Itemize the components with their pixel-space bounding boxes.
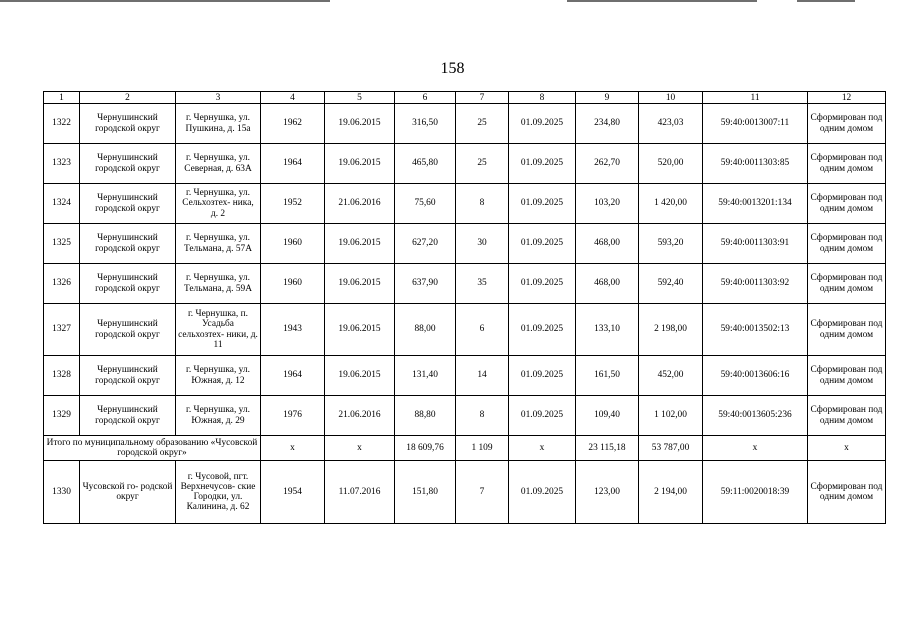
municipality-cell: Чернушинский городской округ bbox=[80, 184, 176, 224]
total-label: Итого по муниципальному образованию «Чусовской городской округ» bbox=[44, 436, 261, 461]
recognition-date-cell: 19.06.2015 bbox=[325, 304, 395, 356]
year-built-cell: 1943 bbox=[261, 304, 325, 356]
housing-registry-table bbox=[43, 91, 886, 524]
land-status-cell: Сформирован под одним домом bbox=[808, 144, 886, 184]
row-number: 1328 bbox=[44, 356, 80, 396]
column-9-cell: 133,10 bbox=[576, 304, 639, 356]
column-9-cell: 468,00 bbox=[576, 264, 639, 304]
recognition-date-cell: 19.06.2015 bbox=[325, 104, 395, 144]
column-number: 4 bbox=[261, 92, 325, 104]
total-column-10-cell: 53 787,00 bbox=[639, 436, 703, 461]
cadastral-number-cell: 59:40:0013007:11 bbox=[703, 104, 808, 144]
land-status-cell: Сформирован под одним домом bbox=[808, 184, 886, 224]
total-residents-cell: 1 109 bbox=[456, 436, 509, 461]
land-status-cell: Сформирован под одним домом bbox=[808, 304, 886, 356]
resettlement-date-cell: 01.09.2025 bbox=[509, 396, 576, 436]
land-status-cell: Сформирован под одним домом bbox=[808, 104, 886, 144]
address-cell: г. Чернушка, ул. Тельмана, д. 59А bbox=[176, 264, 261, 304]
municipality-cell: Чернушинский городской округ bbox=[80, 304, 176, 356]
land-status-cell: Сформирован под одним домом bbox=[808, 396, 886, 436]
column-10-cell: 593,20 bbox=[639, 224, 703, 264]
scan-edge-line-right bbox=[797, 0, 855, 2]
municipality-cell: Чернушинский городской округ bbox=[80, 104, 176, 144]
cadastral-number-cell: 59:40:0013201:134 bbox=[703, 184, 808, 224]
municipality-cell: Чернушинский городской округ bbox=[80, 264, 176, 304]
column-10-cell: 2 194,00 bbox=[639, 461, 703, 524]
row-number: 1327 bbox=[44, 304, 80, 356]
resettlement-date-cell: 01.09.2025 bbox=[509, 144, 576, 184]
residents-cell: 8 bbox=[456, 184, 509, 224]
address-cell: г. Чернушка, ул. Тельмана, д. 57А bbox=[176, 224, 261, 264]
total-cell: x bbox=[261, 436, 325, 461]
recognition-date-cell: 21.06.2016 bbox=[325, 184, 395, 224]
cadastral-number-cell: 59:40:0011303:92 bbox=[703, 264, 808, 304]
cadastral-number-cell: 59:40:0011303:85 bbox=[703, 144, 808, 184]
area-cell: 131,40 bbox=[395, 356, 456, 396]
recognition-date-cell: 19.06.2015 bbox=[325, 356, 395, 396]
residents-cell: 25 bbox=[456, 104, 509, 144]
total-area-cell: 18 609,76 bbox=[395, 436, 456, 461]
column-number: 9 bbox=[576, 92, 639, 104]
column-9-cell: 234,80 bbox=[576, 104, 639, 144]
total-cell: x bbox=[509, 436, 576, 461]
column-number: 5 bbox=[325, 92, 395, 104]
residents-cell: 30 bbox=[456, 224, 509, 264]
address-cell: г. Чернушка, ул. Пушкина, д. 15а bbox=[176, 104, 261, 144]
column-9-cell: 468,00 bbox=[576, 224, 639, 264]
column-10-cell: 2 198,00 bbox=[639, 304, 703, 356]
address-cell: г. Чернушка, ул. Южная, д. 29 bbox=[176, 396, 261, 436]
column-number: 10 bbox=[639, 92, 703, 104]
column-10-cell: 423,03 bbox=[639, 104, 703, 144]
scan-edge-line-left bbox=[0, 0, 330, 2]
row-number: 1329 bbox=[44, 396, 80, 436]
table-row bbox=[44, 104, 886, 144]
table-row bbox=[44, 461, 886, 524]
column-9-cell: 109,40 bbox=[576, 396, 639, 436]
municipality-cell: Чернушинский городской округ bbox=[80, 224, 176, 264]
column-9-cell: 123,00 bbox=[576, 461, 639, 524]
page-number: 158 bbox=[440, 60, 465, 77]
land-status-cell: Сформирован под одним домом bbox=[808, 224, 886, 264]
municipality-cell: Чусовской го- родской округ bbox=[80, 461, 176, 524]
row-number: 1322 bbox=[44, 104, 80, 144]
column-number-row bbox=[44, 92, 886, 104]
column-number: 7 bbox=[456, 92, 509, 104]
column-10-cell: 592,40 bbox=[639, 264, 703, 304]
row-number: 1325 bbox=[44, 224, 80, 264]
column-10-cell: 1 102,00 bbox=[639, 396, 703, 436]
year-built-cell: 1962 bbox=[261, 104, 325, 144]
area-cell: 151,80 bbox=[395, 461, 456, 524]
table-row bbox=[44, 264, 886, 304]
resettlement-date-cell: 01.09.2025 bbox=[509, 224, 576, 264]
address-cell: г. Чернушка, ул. Сельхозтех- ника, д. 2 bbox=[176, 184, 261, 224]
land-status-cell: Сформирован под одним домом bbox=[808, 356, 886, 396]
total-row bbox=[44, 436, 886, 461]
column-number: 8 bbox=[509, 92, 576, 104]
table-row bbox=[44, 396, 886, 436]
table-row bbox=[44, 224, 886, 264]
total-cell: x bbox=[808, 436, 886, 461]
cadastral-number-cell: 59:40:0013502:13 bbox=[703, 304, 808, 356]
address-cell: г. Чернушка, п. Усадьба сельхозтех- ники, д. 11 bbox=[176, 304, 261, 356]
column-number: 1 bbox=[44, 92, 80, 104]
table-row bbox=[44, 184, 886, 224]
resettlement-date-cell: 01.09.2025 bbox=[509, 264, 576, 304]
resettlement-date-cell: 01.09.2025 bbox=[509, 184, 576, 224]
residents-cell: 8 bbox=[456, 396, 509, 436]
residents-cell: 7 bbox=[456, 461, 509, 524]
column-9-cell: 103,20 bbox=[576, 184, 639, 224]
year-built-cell: 1960 bbox=[261, 264, 325, 304]
residents-cell: 14 bbox=[456, 356, 509, 396]
area-cell: 316,50 bbox=[395, 104, 456, 144]
total-column-9-cell: 23 115,18 bbox=[576, 436, 639, 461]
recognition-date-cell: 19.06.2015 bbox=[325, 224, 395, 264]
resettlement-date-cell: 01.09.2025 bbox=[509, 356, 576, 396]
cadastral-number-cell: 59:11:0020018:39 bbox=[703, 461, 808, 524]
table-row bbox=[44, 356, 886, 396]
column-number: 6 bbox=[395, 92, 456, 104]
recognition-date-cell: 19.06.2015 bbox=[325, 144, 395, 184]
municipality-cell: Чернушинский городской округ bbox=[80, 396, 176, 436]
row-number: 1330 bbox=[44, 461, 80, 524]
recognition-date-cell: 21.06.2016 bbox=[325, 396, 395, 436]
column-9-cell: 161,50 bbox=[576, 356, 639, 396]
address-cell: г. Чернушка, ул. Южная, д. 12 bbox=[176, 356, 261, 396]
year-built-cell: 1954 bbox=[261, 461, 325, 524]
area-cell: 88,80 bbox=[395, 396, 456, 436]
municipality-cell: Чернушинский городской округ bbox=[80, 144, 176, 184]
cadastral-number-cell: 59:40:0013605:236 bbox=[703, 396, 808, 436]
row-number: 1324 bbox=[44, 184, 80, 224]
area-cell: 75,60 bbox=[395, 184, 456, 224]
resettlement-date-cell: 01.09.2025 bbox=[509, 104, 576, 144]
residents-cell: 35 bbox=[456, 264, 509, 304]
year-built-cell: 1964 bbox=[261, 144, 325, 184]
land-status-cell: Сформирован под одним домом bbox=[808, 264, 886, 304]
column-number: 2 bbox=[80, 92, 176, 104]
year-built-cell: 1952 bbox=[261, 184, 325, 224]
municipality-cell: Чернушинский городской округ bbox=[80, 356, 176, 396]
resettlement-date-cell: 01.09.2025 bbox=[509, 304, 576, 356]
column-number: 11 bbox=[703, 92, 808, 104]
resettlement-date-cell: 01.09.2025 bbox=[509, 461, 576, 524]
column-10-cell: 452,00 bbox=[639, 356, 703, 396]
area-cell: 88,00 bbox=[395, 304, 456, 356]
column-9-cell: 262,70 bbox=[576, 144, 639, 184]
address-cell: г. Чусовой, пгт. Верхнечусов- ские Городки, ул. Калинина, д. 62 bbox=[176, 461, 261, 524]
land-status-cell: Сформирован под одним домом bbox=[808, 461, 886, 524]
year-built-cell: 1964 bbox=[261, 356, 325, 396]
column-10-cell: 1 420,00 bbox=[639, 184, 703, 224]
scan-edge-line-middle bbox=[567, 0, 757, 2]
recognition-date-cell: 19.06.2015 bbox=[325, 264, 395, 304]
cadastral-number-cell: 59:40:0011303:91 bbox=[703, 224, 808, 264]
area-cell: 637,90 bbox=[395, 264, 456, 304]
column-10-cell: 520,00 bbox=[639, 144, 703, 184]
total-cell: x bbox=[703, 436, 808, 461]
row-number: 1323 bbox=[44, 144, 80, 184]
cadastral-number-cell: 59:40:0013606:16 bbox=[703, 356, 808, 396]
recognition-date-cell: 11.07.2016 bbox=[325, 461, 395, 524]
area-cell: 627,20 bbox=[395, 224, 456, 264]
year-built-cell: 1960 bbox=[261, 224, 325, 264]
year-built-cell: 1976 bbox=[261, 396, 325, 436]
residents-cell: 6 bbox=[456, 304, 509, 356]
address-cell: г. Чернушка, ул. Северная, д. 63А bbox=[176, 144, 261, 184]
column-number: 12 bbox=[808, 92, 886, 104]
column-number: 3 bbox=[176, 92, 261, 104]
table-row bbox=[44, 304, 886, 356]
area-cell: 465,80 bbox=[395, 144, 456, 184]
total-cell: x bbox=[325, 436, 395, 461]
table-row bbox=[44, 144, 886, 184]
row-number: 1326 bbox=[44, 264, 80, 304]
residents-cell: 25 bbox=[456, 144, 509, 184]
